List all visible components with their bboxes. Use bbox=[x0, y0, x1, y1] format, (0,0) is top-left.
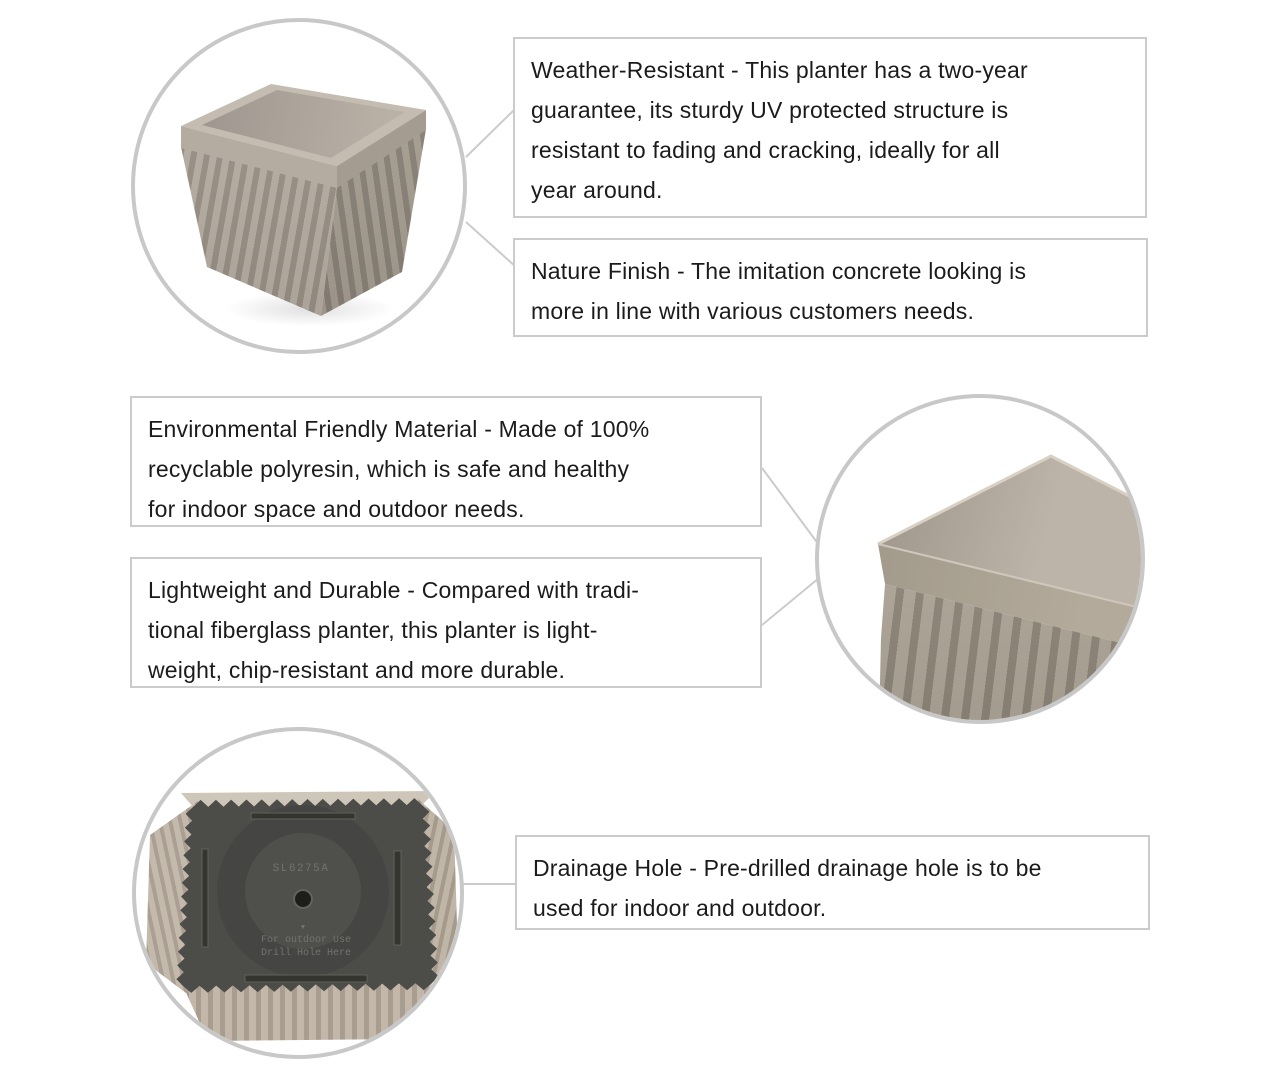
planter-front-photo-circle bbox=[131, 18, 467, 354]
feature-text-line: year around. bbox=[531, 177, 663, 203]
feature-text-line: recyclable polyresin, which is safe and healthy bbox=[148, 456, 630, 482]
arrow-down-icon: ▼ bbox=[300, 924, 306, 932]
model-number-text: SL6275A bbox=[272, 863, 330, 875]
feature-text-line: tional fiberglass planter, this planter is light- bbox=[148, 617, 598, 643]
feature-box-environmental-material bbox=[130, 396, 762, 527]
feature-text-line: Drainage Hole - Pre-drilled drainage hole is to be bbox=[533, 855, 1042, 881]
feature-text-line: weight, chip-resistant and more durable. bbox=[148, 657, 566, 683]
base-rib-left bbox=[202, 849, 208, 947]
feature-text-line: more in line with various customers needs. bbox=[531, 298, 975, 324]
base-rib-right bbox=[394, 851, 401, 945]
feature-box-weather-resistant bbox=[513, 37, 1147, 218]
callout-line-nature bbox=[466, 222, 516, 267]
planter-bottom-photo-circle bbox=[132, 727, 464, 1059]
feature-text-line: Environmental Friendly Material - Made of 100% bbox=[148, 416, 650, 442]
outdoor-use-text: For outdoor Use bbox=[260, 935, 352, 946]
feature-text-line: Nature Finish - The imitation concrete looking is bbox=[531, 258, 1027, 284]
feature-text-line: used for indoor and outdoor. bbox=[533, 895, 827, 921]
callout-line-eco bbox=[762, 468, 819, 545]
drainage-hole bbox=[294, 890, 312, 908]
feature-text-line: resistant to fading and cracking, ideally for all bbox=[531, 137, 1000, 163]
planter-base-plate bbox=[136, 731, 460, 1055]
base-rib-bottom bbox=[245, 975, 367, 982]
feature-text-line: Weather-Resistant - This planter has a two-year bbox=[531, 57, 1028, 83]
base-rib-top bbox=[251, 813, 355, 819]
feature-text-line: for indoor space and outdoor needs. bbox=[148, 496, 525, 522]
rim-closeup-highlights bbox=[819, 398, 1141, 720]
feature-box-nature-finish bbox=[513, 238, 1148, 337]
callout-line-lightweight bbox=[762, 578, 819, 625]
drill-hole-text: Drill Hole Here bbox=[260, 948, 352, 959]
feature-box-lightweight-durable bbox=[130, 557, 762, 688]
rim-edge-highlight bbox=[878, 456, 1141, 544]
callout-line-weather bbox=[466, 110, 514, 157]
feature-text-line: guarantee, its sturdy UV protected structure is bbox=[531, 97, 1009, 123]
rim-band-highlight bbox=[878, 544, 1141, 608]
feature-text-line: Lightweight and Durable - Compared with tradi- bbox=[148, 577, 640, 603]
feature-box-drainage-hole bbox=[515, 835, 1150, 930]
planter-rim-closeup-photo-circle bbox=[815, 394, 1145, 724]
